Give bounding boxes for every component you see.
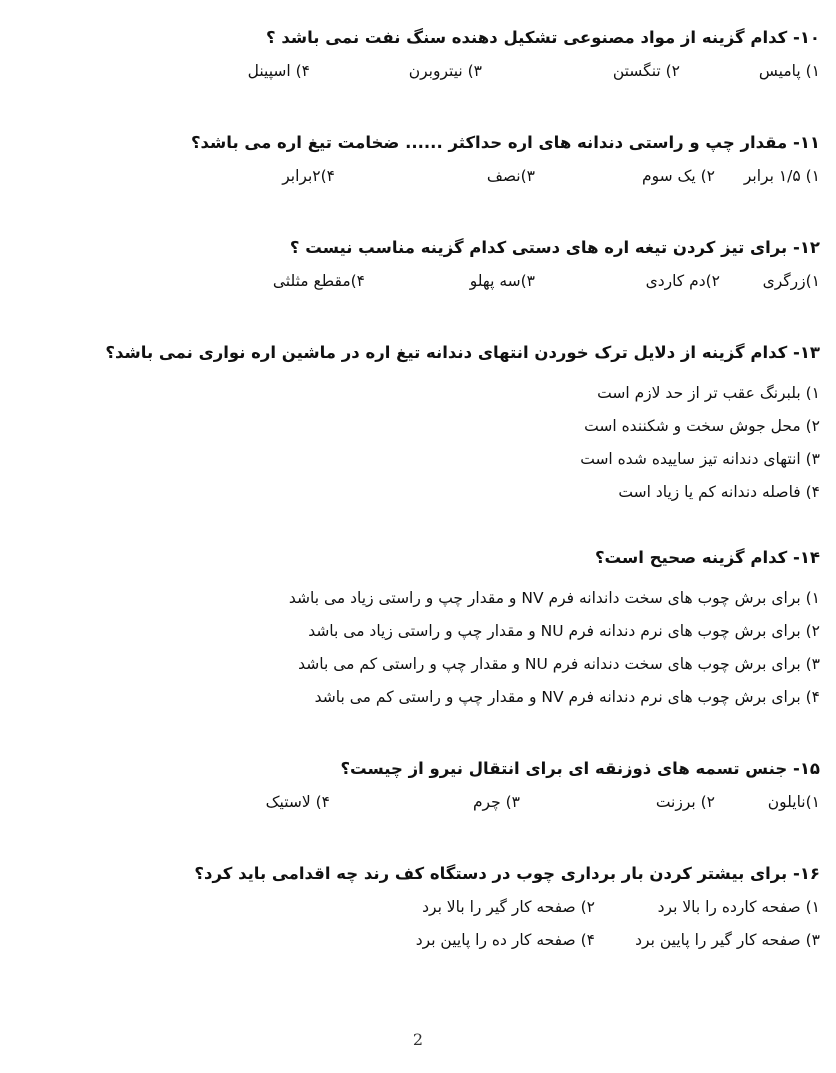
option-1: ۱)نایلون [767, 793, 820, 811]
question-text: ۱۶- برای بیشتر کردن بار برداری چوب در دستگاه کف رند چه اقدامی باید کرد؟ [194, 864, 820, 883]
question-text: ۱۰- کدام گزینه از مواد مصنوعی تشکیل دهنده سنگ نفت نمی باشد ؟ [266, 28, 820, 47]
option-3: ۳) انتهای دندانه تیز ساییده شده است [580, 450, 820, 468]
option-2: ۲) برای برش چوب های نرم دندانه فرم NU و مقدار چپ و راستی زیاد می باشد [308, 622, 820, 640]
option-4: ۴) اسپینل [247, 62, 310, 80]
option-2: ۲) تنگستن [612, 62, 680, 80]
option-3: ۳) چرم [472, 793, 520, 811]
question-14 [16, 546, 820, 714]
option-4: ۴) برای برش چوب های نرم دندانه فرم NV و مقدار چپ و راستی کم می باشد [314, 688, 820, 706]
option-1: ۱)زرگری [762, 272, 820, 290]
option-2: ۲) محل جوش سخت و شکننده است [584, 417, 820, 435]
option-2: ۲) یک سوم [641, 167, 715, 185]
options-row [16, 167, 820, 199]
option-4: ۴)مقطع مثلثی [272, 272, 365, 290]
option-2: ۲) صفحه کار گیر را بالا برد [422, 898, 595, 916]
option-3: ۳)سه پهلو [469, 272, 535, 290]
question-text: ۱۱- مقدار چپ و راستی دندانه های اره حداکثر ...... ضخامت تیغ اره می باشد؟ [190, 133, 820, 152]
option-3: ۳) برای برش چوب های سخت دندانه فرم NU و مقدار چپ و راستی کم می باشد [298, 655, 820, 673]
option-3: ۳)نصف [486, 167, 535, 185]
option-1: ۱) صفحه کارده را بالا برد [657, 898, 820, 916]
question-15 [16, 757, 820, 825]
option-1: ۱) برای برش چوب های سخت داندانه فرم NV و مقدار چپ و راستی زیاد می باشد [288, 589, 820, 607]
question-text: ۱۳- کدام گزینه از دلایل ترک خوردن انتهای دندانه تیغ اره در ماشین اره نواری نمی باشد؟ [105, 343, 820, 362]
question-text: ۱۵- جنس تسمه های ذوزنقه ای برای انتقال نیرو از چیست؟ [340, 759, 820, 778]
question-13 [16, 341, 820, 509]
options-row [16, 793, 820, 825]
options-list [16, 377, 820, 509]
question-12 [16, 236, 820, 304]
question-text: ۱۴- کدام گزینه صحیح است؟ [594, 548, 820, 567]
option-1: ۱) پامیس [758, 62, 820, 80]
option-1: ۱) بلبرنگ عقب تر از حد لازم است [597, 384, 820, 402]
option-3: ۳) نیتروبرن [408, 62, 482, 80]
option-4: ۴) لاستیک [265, 793, 330, 811]
options-row [16, 62, 820, 94]
option-4: ۴)۲برابر [282, 167, 335, 185]
option-4: ۴) صفحه کار ده را پایین برد [415, 931, 595, 949]
options-grid [16, 898, 820, 964]
option-1: ۱) ۱/۵ برابر [743, 167, 820, 185]
option-2: ۲) برزنت [655, 793, 715, 811]
option-4: ۴) فاصله دندانه کم یا زیاد است [618, 483, 820, 501]
question-10 [16, 26, 820, 94]
options-list [16, 582, 820, 714]
options-row [16, 272, 820, 304]
option-2: ۲)دم کاردی [645, 272, 720, 290]
question-11 [16, 131, 820, 199]
question-text: ۱۲- برای تیز کردن تیغه اره های دستی کدام گزینه مناسب نیست ؟ [289, 238, 820, 257]
question-16 [16, 862, 820, 964]
option-3: ۳) صفحه کار گیر را پایین برد [635, 931, 820, 949]
page-number: 2 [412, 1030, 424, 1049]
